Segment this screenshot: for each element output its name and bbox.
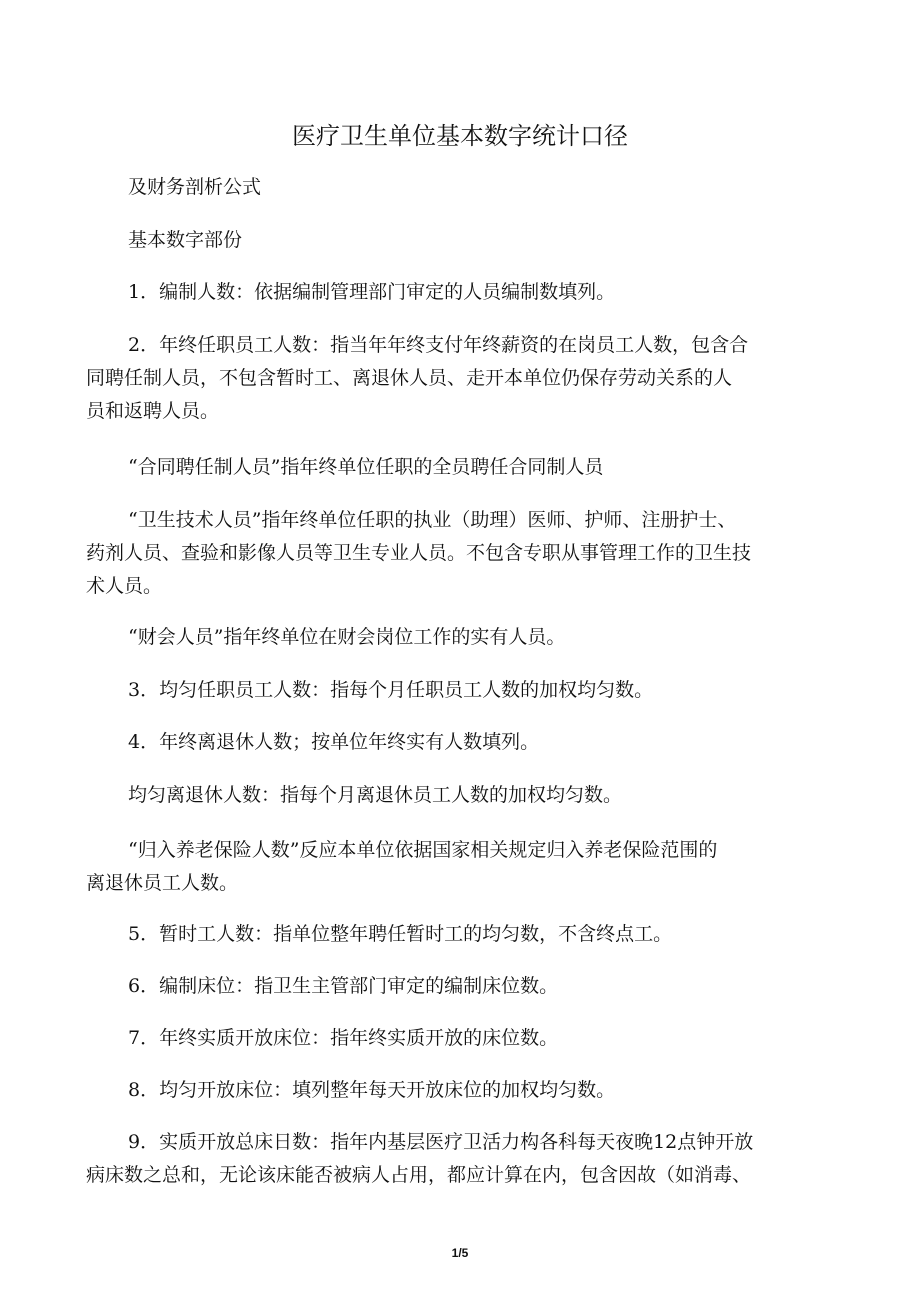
paragraph [86, 1022, 798, 1055]
paragraph-line: 均匀离退休人数：指每个月离退休员工人数的加权均匀数。 [128, 784, 623, 806]
paragraph [86, 970, 798, 1003]
paragraph-line: 术人员。 [86, 575, 163, 597]
paragraph [86, 726, 798, 759]
paragraph-line: 2．年终任职员工人数：指当年年终支付年终薪资的在岗员工人数，包含合 [128, 334, 749, 356]
paragraph-line: 6．编制床位：指卫生主管部门审定的编制床位数。 [128, 975, 559, 997]
paragraph [86, 504, 798, 603]
paragraph [86, 674, 798, 707]
paragraph [86, 276, 798, 309]
paragraph-line: 及财务剖析公式 [128, 176, 262, 198]
paragraph [86, 1126, 798, 1192]
paragraph-line: 8．均匀开放床位：填列整年每天开放床位的加权均匀数。 [128, 1079, 616, 1101]
paragraph [86, 621, 798, 654]
paragraph-line: 同聘任制人员，不包含暂时工、离退休人员、走开本单位仍保存劳动关系的人 [86, 367, 733, 389]
paragraph-line: 9．实质开放总床日数：指年内基层医疗卫活力构各科每天夜晚12点钟开放 [128, 1131, 754, 1153]
paragraph-line: 药剂人员、查验和影像人员等卫生专业人员。不包含专职从事管理工作的卫生技 [86, 542, 752, 564]
paragraph-line: 4．年终离退休人数；按单位年终实有人数填列。 [128, 731, 540, 753]
paragraph-line: 5．暂时工人数：指单位整年聘任暂时工的均匀数，不含终点工。 [128, 923, 673, 945]
paragraph [86, 918, 798, 951]
paragraph [86, 329, 798, 428]
paragraph-line: 7．年终实质开放床位：指年终实质开放的床位数。 [128, 1027, 559, 1049]
paragraph-line: 基本数字部份 [128, 229, 243, 251]
paragraph-line: 3．均匀任职员工人数：指每个月任职员工人数的加权均匀数。 [128, 679, 654, 701]
paragraph [86, 1074, 798, 1107]
page-number: 1/5 [451, 1246, 469, 1260]
paragraph [86, 451, 798, 484]
paragraph [86, 779, 798, 812]
paragraph-line: “卫生技术人员”指年终单位任职的执业（助理）医师、护师、注册护士、 [128, 509, 737, 531]
paragraph-line: “合同聘任制人员”指年终单位任职的全员聘任合同制人员 [128, 456, 604, 478]
paragraph-line: 离退休员工人数。 [86, 872, 239, 894]
paragraph-line: 员和返聘人员。 [86, 400, 220, 422]
paragraph [86, 224, 798, 257]
paragraph [86, 171, 798, 204]
document-title: 医疗卫生单位基本数字统计口径 [292, 122, 628, 150]
paragraph-line: 1．编制人数：依据编制管理部门审定的人员编制数填列。 [128, 281, 616, 303]
paragraph-line: 病床数之总和，无论该床能否被病人占用，都应计算在内，包含因故（如消毒、 [86, 1164, 752, 1186]
paragraph-line: “归入养老保险人数”反应本单位依据国家相关规定归入养老保险范围的 [128, 839, 718, 861]
paragraph-line: “财会人员”指年终单位在财会岗位工作的实有人员。 [128, 626, 566, 648]
paragraph [86, 834, 798, 900]
